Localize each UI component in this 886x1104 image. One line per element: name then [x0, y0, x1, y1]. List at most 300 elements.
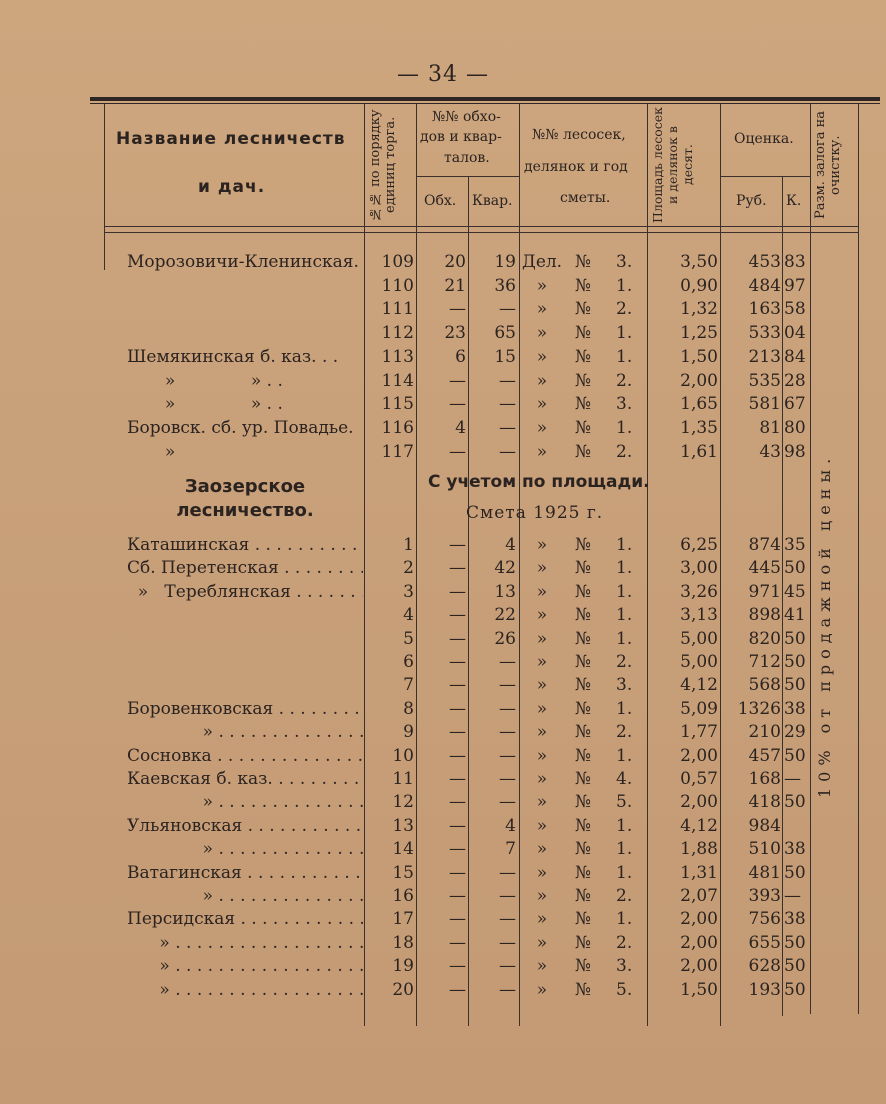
- lot-number: 11: [392, 769, 414, 789]
- obhod-number: —: [449, 862, 466, 883]
- delyanka-number: 3.: [616, 252, 633, 272]
- valuation-rubles: 457: [748, 745, 781, 766]
- table-row: [0, 581, 886, 605]
- valuation-kopecks: 38: [784, 909, 806, 930]
- section-title-line1: Заозерское: [184, 476, 306, 497]
- numero-sign: №: [575, 675, 592, 696]
- delyanka-prefix: »: [536, 652, 548, 672]
- valuation-rubles: 453: [748, 252, 781, 272]
- kvartal-number: 15: [494, 346, 516, 367]
- numero-sign: №: [575, 535, 592, 555]
- numero-sign: №: [575, 792, 592, 813]
- table-row: [0, 838, 886, 862]
- obhod-number: —: [449, 581, 466, 602]
- valuation-rubles: 193: [748, 979, 781, 1000]
- delyanka-prefix: »: [536, 370, 548, 391]
- forestry-name: Персидская . . .: [127, 908, 363, 931]
- obhod-number: —: [449, 839, 466, 860]
- lot-number: 13: [392, 815, 414, 836]
- table-row: [0, 628, 886, 652]
- delyanka-number: 2.: [616, 299, 633, 320]
- kvartal-number: —: [499, 299, 516, 320]
- valuation-kopecks: 80: [784, 417, 806, 438]
- forestry-name: Боровск. сб. ур. Повадье.: [127, 417, 354, 438]
- delyanka-number: 1.: [616, 815, 633, 836]
- valuation-kopecks: 50: [784, 932, 806, 953]
- kvartal-number: —: [499, 652, 516, 672]
- numero-sign: №: [575, 745, 592, 766]
- delyanka-number: 2.: [616, 932, 633, 953]
- valuation-rubles: 210: [748, 722, 781, 743]
- valuation-kopecks: 50: [784, 558, 806, 579]
- section-title-line2: лесничество.: [176, 500, 314, 521]
- numero-sign: №: [575, 628, 592, 649]
- kvartal-number: 36: [494, 275, 516, 296]
- valuation-rubles: 81: [759, 417, 781, 438]
- obhod-number: —: [449, 909, 466, 930]
- kvartal-number: —: [499, 956, 516, 977]
- table-row: [0, 651, 886, 675]
- delyanka-number: 3.: [616, 956, 633, 977]
- kvartal-number: 65: [494, 323, 516, 344]
- area-value: 4,12: [680, 815, 718, 836]
- valuation-kopecks: 50: [784, 956, 806, 977]
- lot-number: 3: [403, 581, 414, 602]
- numero-sign: №: [575, 652, 592, 672]
- area-value: 1,25: [680, 323, 718, 344]
- delyanka-prefix: »: [536, 394, 548, 415]
- valuation-kopecks: 50: [784, 652, 806, 672]
- table-row: [0, 346, 886, 370]
- valuation-kopecks: 67: [784, 394, 806, 415]
- delyanka-prefix: »: [536, 675, 548, 696]
- valuation-rubles: 568: [748, 675, 781, 696]
- kvartal-number: —: [499, 862, 516, 883]
- area-value: 6,25: [680, 535, 718, 555]
- valuation-kopecks: 41: [784, 605, 806, 626]
- delyanka-number: 1.: [616, 839, 633, 860]
- table-row: [0, 698, 886, 722]
- numero-sign: №: [575, 323, 592, 344]
- kvartal-number: 22: [494, 605, 516, 626]
- forestry-name: Ватагинская . . .: [127, 862, 363, 885]
- header-name-line2: и дач.: [198, 177, 266, 197]
- valuation-rubles: 168: [748, 769, 781, 789]
- delyanka-number: 1.: [616, 628, 633, 649]
- header-rule-thick: [90, 97, 880, 101]
- kvartal-number: —: [499, 417, 516, 438]
- area-value: 1,50: [680, 346, 718, 367]
- page-number: — 34 —: [397, 62, 489, 87]
- area-value: 1,61: [680, 441, 718, 462]
- delyanka-prefix: »: [536, 769, 548, 789]
- valuation-rubles: 393: [748, 886, 781, 906]
- kvartal-number: —: [499, 441, 516, 462]
- table-row: [0, 298, 886, 322]
- forestry-name: » . . .: [127, 838, 363, 861]
- table-row: [0, 534, 886, 558]
- delyanka-prefix: »: [536, 839, 548, 860]
- forestry-name: » . . .: [127, 791, 363, 814]
- delyanka-prefix: »: [536, 815, 548, 836]
- valuation-rubles: 628: [748, 956, 781, 977]
- header-bottom-rule: [104, 226, 858, 227]
- numero-sign: №: [575, 956, 592, 977]
- lot-number: 4: [403, 605, 414, 626]
- valuation-rubles: 481: [748, 862, 781, 883]
- delyanka-number: 1.: [616, 323, 633, 344]
- table-row: [0, 393, 886, 417]
- forestry-name: » » . .: [127, 370, 283, 391]
- obhod-number: 20: [444, 252, 466, 272]
- obhod-number: —: [449, 792, 466, 813]
- valuation-kopecks: —: [784, 769, 801, 789]
- delyanka-number: 2.: [616, 722, 633, 743]
- delyanka-prefix: »: [536, 346, 548, 367]
- valuation-rubles: 535: [748, 370, 781, 391]
- valuation-kopecks: 84: [784, 346, 806, 367]
- lot-number: 2: [403, 558, 414, 579]
- delyanka-number: 2.: [616, 886, 633, 906]
- area-value: 2,00: [680, 909, 718, 930]
- valuation-kopecks: 29: [784, 722, 806, 743]
- header-rule-thin: [90, 103, 880, 104]
- obhod-number: —: [449, 370, 466, 391]
- table-row: [0, 815, 886, 839]
- numero-sign: №: [575, 722, 592, 743]
- lot-number: 115: [381, 394, 414, 415]
- table-border-left: [104, 104, 105, 270]
- table-row: [0, 955, 886, 979]
- lot-number: 110: [381, 275, 414, 296]
- numero-sign: №: [575, 605, 592, 626]
- obhod-number: —: [449, 769, 466, 789]
- delyanka-prefix: »: [536, 932, 548, 953]
- area-value: 0,57: [680, 769, 718, 789]
- valuation-rubles: 1326: [737, 698, 781, 719]
- valuation-rubles: 655: [748, 932, 781, 953]
- valuation-rubles: 213: [748, 346, 781, 367]
- delyanka-prefix: »: [536, 745, 548, 766]
- obhod-number: —: [449, 979, 466, 1000]
- delyanka-prefix: »: [536, 581, 548, 602]
- kvartal-number: —: [499, 675, 516, 696]
- valuation-kopecks: 50: [784, 675, 806, 696]
- area-value: 1,50: [680, 979, 718, 1000]
- lot-number: 111: [381, 299, 414, 320]
- valuation-kopecks: 38: [784, 839, 806, 860]
- forestry-name: Каевская б. каз. . . .: [127, 768, 363, 791]
- delyanka-prefix: »: [536, 698, 548, 719]
- kvartal-number: 7: [505, 839, 516, 860]
- lot-number: 16: [392, 886, 414, 906]
- obhod-number: 21: [444, 275, 466, 296]
- delyanka-prefix: »: [536, 979, 548, 1000]
- obhod-number: —: [449, 698, 466, 719]
- delyanka-prefix: »: [536, 956, 548, 977]
- kvartal-number: 13: [494, 581, 516, 602]
- area-value: 1,65: [680, 394, 718, 415]
- table-row: [0, 441, 886, 465]
- lot-number: 113: [381, 346, 414, 367]
- lot-number: 116: [381, 417, 414, 438]
- area-value: 1,88: [680, 839, 718, 860]
- table-row: [0, 862, 886, 886]
- valuation-rubles: 712: [748, 652, 781, 672]
- obhod-number: —: [449, 394, 466, 415]
- valuation-kopecks: 35: [784, 535, 806, 555]
- obhod-number: —: [449, 605, 466, 626]
- kvartal-number: —: [499, 932, 516, 953]
- table-row: [0, 979, 886, 1003]
- header-delyanki-line2: делянок и год: [524, 159, 628, 175]
- table-row: [0, 417, 886, 441]
- header-ocenka: Оценка.: [734, 131, 794, 147]
- valuation-rubles: 445: [748, 558, 781, 579]
- valuation-kopecks: 50: [784, 745, 806, 766]
- lot-number: 12: [392, 792, 414, 813]
- numero-sign: №: [575, 769, 592, 789]
- valuation-rubles: 756: [748, 909, 781, 930]
- delyanka-prefix: »: [536, 886, 548, 906]
- header-name-line1: Название лесничеств: [116, 129, 346, 149]
- area-value: 2,07: [680, 886, 718, 906]
- header-obh-sub: Обх.: [424, 193, 457, 209]
- obhod-number: 4: [455, 417, 466, 438]
- delyanka-number: 1.: [616, 581, 633, 602]
- header-obhod-line3: талов.: [444, 150, 490, 166]
- delyanka-number: 2.: [616, 370, 633, 391]
- obhod-number: —: [449, 628, 466, 649]
- smeta-year: Смета 1925 г.: [466, 503, 604, 523]
- delyanka-number: 1.: [616, 275, 633, 296]
- lot-number: 112: [381, 323, 414, 344]
- obhod-number: —: [449, 722, 466, 743]
- kvartal-number: —: [499, 979, 516, 1000]
- header-obhod-line1: №№ обхо-: [432, 109, 501, 125]
- kvartal-number: 26: [494, 628, 516, 649]
- forestry-name: » Тереблянская . . .: [127, 581, 363, 604]
- valuation-kopecks: 58: [784, 299, 806, 320]
- lot-number: 1: [403, 535, 414, 555]
- kvartal-number: 4: [505, 535, 516, 555]
- table-row: [0, 885, 886, 909]
- area-value: 5,00: [680, 652, 718, 672]
- delyanka-number: 5.: [616, 792, 633, 813]
- numero-sign: №: [575, 417, 592, 438]
- valuation-kopecks: 50: [784, 979, 806, 1000]
- valuation-rubles: 581: [748, 394, 781, 415]
- delyanka-prefix: »: [536, 275, 548, 296]
- account-note: С учетом по площади.: [428, 472, 650, 492]
- table-row: [0, 932, 886, 956]
- table-row: [0, 275, 886, 299]
- valuation-rubles: 43: [759, 441, 781, 462]
- forestry-name: Сб. Перетенская . . .: [127, 557, 363, 580]
- delyanka-number: 3.: [616, 394, 633, 415]
- numero-sign: №: [575, 252, 592, 272]
- valuation-rubles: 418: [748, 792, 781, 813]
- table-row: [0, 908, 886, 932]
- forestry-name: Сосновка . . .: [127, 745, 363, 768]
- delyanka-number: 1.: [616, 417, 633, 438]
- area-value: 2,00: [680, 792, 718, 813]
- valuation-kopecks: 45: [784, 581, 806, 602]
- lot-number: 9: [403, 722, 414, 743]
- delyanka-prefix: Дел.: [522, 252, 563, 272]
- lot-number: 114: [381, 370, 414, 391]
- area-value: 2,00: [680, 932, 718, 953]
- lot-number: 109: [381, 252, 414, 272]
- kvartal-number: —: [499, 769, 516, 789]
- area-value: 4,12: [680, 675, 718, 696]
- delyanka-prefix: »: [536, 792, 548, 813]
- area-value: 5,00: [680, 628, 718, 649]
- area-value: 1,32: [680, 299, 718, 320]
- area-value: 2,00: [680, 956, 718, 977]
- header-obhod-line2: дов и квар-: [420, 129, 502, 145]
- forestry-name: Шемякинская б. каз. . .: [127, 346, 339, 367]
- delyanka-prefix: »: [536, 417, 548, 438]
- obhod-number: —: [449, 886, 466, 906]
- forestry-name: » . . .: [127, 979, 363, 1002]
- obhod-number: —: [449, 932, 466, 953]
- table-row: [0, 745, 886, 769]
- obhod-number: —: [449, 558, 466, 579]
- delyanka-number: 1.: [616, 909, 633, 930]
- area-value: 1,77: [680, 722, 718, 743]
- valuation-kopecks: 97: [784, 275, 806, 296]
- delyanka-prefix: »: [536, 558, 548, 579]
- header-bottom-rule-2: [104, 232, 858, 233]
- header-subrule-ocenka: [720, 176, 810, 177]
- delyanka-prefix: »: [536, 722, 548, 743]
- valuation-rubles: 984: [748, 815, 781, 836]
- kvartal-number: 42: [494, 558, 516, 579]
- forestry-name: Каташинская . . .: [127, 534, 363, 557]
- numero-sign: №: [575, 862, 592, 883]
- header-subrule-obhod: [416, 176, 519, 177]
- valuation-rubles: 484: [748, 275, 781, 296]
- delyanka-number: 1.: [616, 605, 633, 626]
- lot-number: 17: [392, 909, 414, 930]
- header-area-col: Площадь лесосек и делянок в десят.: [650, 107, 695, 223]
- kvartal-number: —: [499, 698, 516, 719]
- valuation-kopecks: 50: [784, 862, 806, 883]
- numero-sign: №: [575, 909, 592, 930]
- delyanka-number: 4.: [616, 769, 633, 789]
- numero-sign: №: [575, 370, 592, 391]
- valuation-rubles: 163: [748, 299, 781, 320]
- delyanka-prefix: »: [536, 628, 548, 649]
- kvartal-number: —: [499, 792, 516, 813]
- valuation-kopecks: —: [784, 886, 801, 906]
- obhod-number: 6: [455, 346, 466, 367]
- area-value: 1,35: [680, 417, 718, 438]
- obhod-number: —: [449, 675, 466, 696]
- delyanka-prefix: »: [536, 862, 548, 883]
- forestry-name: » . . .: [127, 721, 363, 744]
- numero-sign: №: [575, 558, 592, 579]
- lot-number: 6: [403, 652, 414, 672]
- area-value: 0,90: [680, 275, 718, 296]
- delyanka-number: 2.: [616, 652, 633, 672]
- kvartal-number: 4: [505, 815, 516, 836]
- table-row: [0, 370, 886, 394]
- numero-sign: №: [575, 275, 592, 296]
- valuation-kopecks: 50: [784, 628, 806, 649]
- table-row: [0, 768, 886, 792]
- valuation-rubles: 820: [748, 628, 781, 649]
- delyanka-prefix: »: [536, 605, 548, 626]
- forestry-name: Боровенковская . . .: [127, 698, 363, 721]
- delyanka-number: 3.: [616, 675, 633, 696]
- forestry-name: Ульяновская . . .: [127, 815, 363, 838]
- delyanka-number: 1.: [616, 745, 633, 766]
- kvartal-number: —: [499, 722, 516, 743]
- numero-sign: №: [575, 815, 592, 836]
- kvartal-number: —: [499, 909, 516, 930]
- delyanka-number: 1.: [616, 558, 633, 579]
- delyanka-number: 1.: [616, 862, 633, 883]
- area-value: 3,00: [680, 558, 718, 579]
- table-row: [0, 322, 886, 346]
- forestry-name: » . . .: [127, 885, 363, 908]
- delyanka-number: 1.: [616, 346, 633, 367]
- numero-sign: №: [575, 932, 592, 953]
- lot-number: 8: [403, 698, 414, 719]
- delyanka-prefix: »: [536, 909, 548, 930]
- delyanka-number: 1.: [616, 535, 633, 555]
- table-row: [0, 791, 886, 815]
- delyanka-number: 2.: [616, 441, 633, 462]
- header-num-col: №№ по порядку единиц торга.: [368, 109, 398, 221]
- obhod-number: —: [449, 745, 466, 766]
- delyanka-prefix: »: [536, 441, 548, 462]
- lot-number: 18: [392, 932, 414, 953]
- lot-number: 19: [392, 956, 414, 977]
- header-zalog-col: Разм. залога на очистку.: [813, 111, 843, 219]
- area-value: 2,00: [680, 745, 718, 766]
- lot-number: 20: [392, 979, 414, 1000]
- header-kvar-sub: Квар.: [472, 193, 513, 209]
- valuation-rubles: 510: [748, 839, 781, 860]
- valuation-kopecks: 98: [784, 441, 806, 462]
- valuation-kopecks: 50: [784, 792, 806, 813]
- obhod-number: —: [449, 441, 466, 462]
- numero-sign: №: [575, 346, 592, 367]
- valuation-kopecks: 83: [784, 252, 806, 272]
- obhod-number: —: [449, 652, 466, 672]
- table-row: [0, 674, 886, 698]
- obhod-number: —: [449, 299, 466, 320]
- kvartal-number: —: [499, 370, 516, 391]
- kvartal-number: —: [499, 394, 516, 415]
- delyanka-number: 5.: [616, 979, 633, 1000]
- header-kop-sub: К.: [786, 193, 802, 209]
- lot-number: 14: [392, 839, 414, 860]
- forestry-name: » » . .: [127, 394, 283, 415]
- lot-number: 117: [381, 441, 414, 462]
- area-value: 3,50: [680, 252, 718, 272]
- valuation-kopecks: 38: [784, 698, 806, 719]
- lot-number: 5: [403, 628, 414, 649]
- forestry-name: »: [127, 441, 176, 462]
- valuation-rubles: 971: [748, 581, 781, 602]
- numero-sign: №: [575, 441, 592, 462]
- numero-sign: №: [575, 299, 592, 320]
- forestry-name: Морозовичи-Кленинская.: [127, 252, 359, 272]
